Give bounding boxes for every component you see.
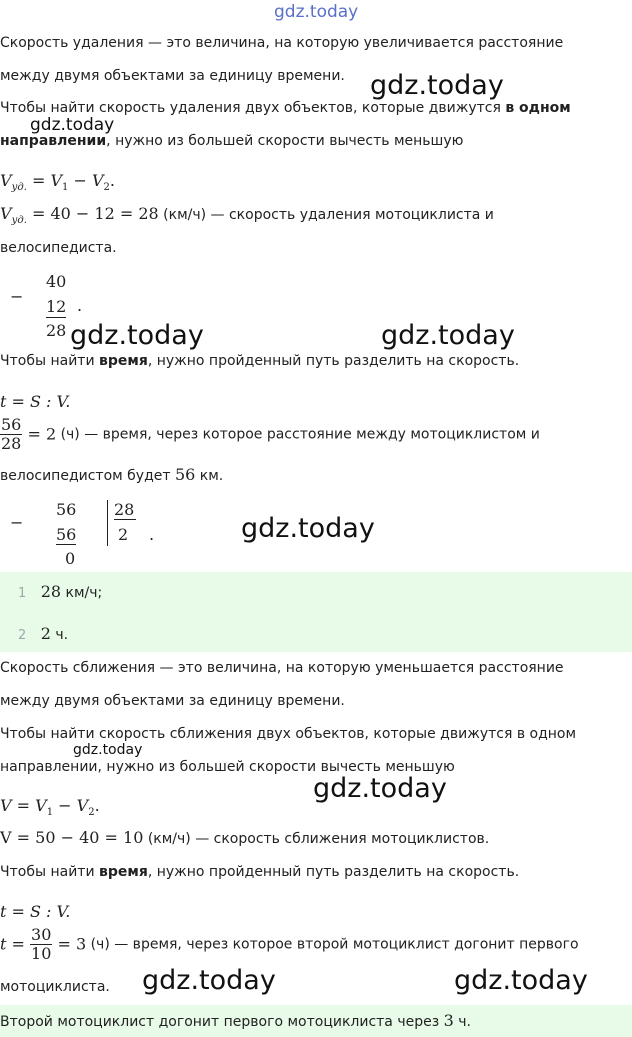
minus-sign: − — [10, 287, 24, 306]
division-bar — [107, 500, 108, 546]
watermark: gdz.today — [381, 320, 515, 351]
watermark: gdz.today — [30, 115, 115, 135]
watermark: gdz.today — [313, 773, 447, 804]
time-fraction-line-2: велосипедистом будет 56 км. — [0, 465, 224, 484]
div-quotient: 2 — [118, 525, 129, 544]
time-rule-2: Чтобы найти время, нужно пройденный путь разделить на скорость. — [0, 864, 520, 880]
sub-dot: . — [77, 296, 83, 315]
div-divisor: 28 — [114, 500, 135, 519]
formula-approach-speed: $V = V_1 - V_2$. — [0, 796, 100, 819]
sub-subtrahend: 12 — [46, 297, 67, 316]
formula-removal-speed: $V_{уд.} = V_1 - V_2$. — [0, 171, 116, 194]
removal-speed-calc: $V_{уд.} = 40 - 12 = 28$ (км/ч) — скорость удаления мотоциклиста и — [0, 204, 494, 226]
sub-minuend: 40 — [46, 272, 67, 291]
watermark: gdz.today — [454, 965, 588, 996]
div-subtrahend: 56 — [56, 525, 77, 544]
div-remainder: 0 — [65, 549, 76, 568]
approach-definition-line-1: Скорость сближения — это величина, на которую уменьшается расстояние — [0, 660, 564, 676]
time-fraction-line-3: t = $\frac{30}{10}$ = 3 (ч) — время, через которое второй мотоциклист догонит первого — [0, 925, 579, 963]
time-rule: Чтобы найти время, нужно пройденный путь разделить на скорость. — [0, 353, 520, 369]
minus-sign: − — [10, 513, 24, 532]
approach-speed-calc: V = 50 − 40 = 10 (км/ч) — скорость сближения мотоциклистов. — [0, 828, 490, 847]
rule-line-1: Чтобы найти скорость удаления двух объектов, которые движутся в одном — [0, 100, 571, 116]
answer-2: 2 2 ч. — [18, 624, 69, 643]
time-formula: t = S : V. — [0, 392, 71, 411]
fraction: $\frac{30}{10}$ — [31, 925, 52, 963]
approach-definition-line-2: между двумя объектами за единицу времени. — [0, 693, 345, 709]
watermark: gdz.today — [370, 70, 504, 101]
watermark: gdz.today — [73, 742, 143, 758]
time-fraction-line-4: мотоциклиста. — [0, 979, 110, 995]
watermark: gdz.today — [70, 320, 204, 351]
approach-rule-line-2: направлении, нужно из большей скорости вычесть меньшую — [0, 759, 455, 775]
removal-speed-calc-line-2: велосипедиста. — [0, 240, 117, 256]
watermark: gdz.today — [142, 965, 276, 996]
watermark-top: gdz.today — [274, 2, 359, 22]
approach-rule-line-1: Чтобы найти скорость сближения двух объектов, которые движутся в одном — [0, 726, 577, 742]
time-formula-2: t = S : V. — [0, 902, 71, 921]
time-fraction-line: $\frac{56}{28}$ = 2 (ч) — время, через которое расстояние между мотоциклистом и — [1, 415, 540, 453]
rule-line-2: направлении, нужно из большей скорости вычесть меньшую — [0, 133, 464, 149]
final-answer: Второй мотоциклист догонит первого мотоциклиста через 3 ч. — [0, 1011, 471, 1030]
watermark: gdz.today — [241, 513, 375, 544]
answer-1: 1 28 км/ч; — [18, 582, 103, 601]
div-dot: . — [149, 525, 155, 544]
fraction: $\frac{56}{28}$ — [1, 415, 22, 453]
definition-line-1: Скорость удаления — это величина, на которую увеличивается расстояние — [0, 35, 564, 51]
div-dividend: 56 — [56, 500, 77, 519]
sub-result: 28 — [46, 321, 67, 340]
definition-line-2: между двумя объектами за единицу времени. — [0, 68, 345, 84]
